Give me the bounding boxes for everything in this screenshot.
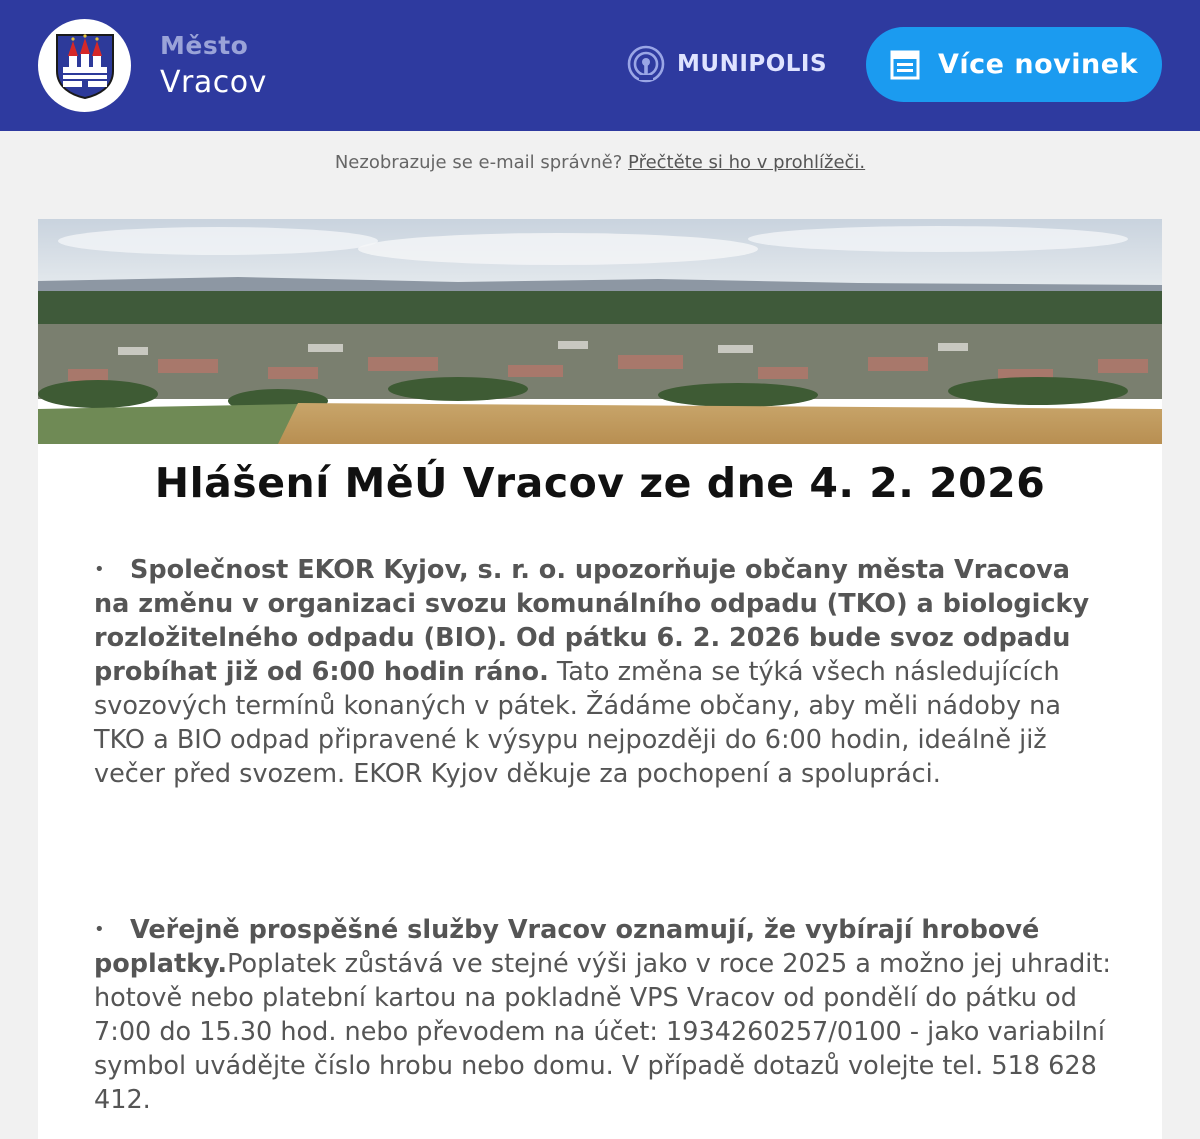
preheader bbox=[0, 152, 1200, 173]
preheader-text: Nezobrazuje se e-mail správně? bbox=[334, 152, 623, 173]
news-item bbox=[94, 913, 1114, 1117]
news-item-body: Tato změna se týká všech následujících svozových termínů konaných v pátek. Žádáme občany, aby měli nádoby na TKO a BIO odpad připravené k výsypu nejpozději do 6:00 hodin, ideálně již večer před svozem. EKOR Kyjov děkuje za pochopení a spolupráci. bbox=[94, 657, 1061, 789]
more-news-button[interactable] bbox=[866, 27, 1162, 102]
article-card bbox=[38, 219, 1162, 1139]
munipolis-brand[interactable] bbox=[627, 45, 827, 83]
bullet: • bbox=[94, 559, 105, 580]
coat-of-arms-icon bbox=[55, 33, 115, 99]
city-name: Vracov bbox=[160, 65, 267, 100]
city-prefix: Město bbox=[160, 31, 249, 60]
article-title: Hlášení MěÚ Vracov ze dne 4. 2. 2026 bbox=[154, 459, 1046, 507]
news-item-lead: Veřejně prospěšné služby Vracov oznamují, že vybírají hrobové poplatky. bbox=[94, 915, 1040, 979]
bullet: • bbox=[94, 919, 105, 940]
hero-photo-town-panorama bbox=[38, 219, 1162, 444]
munipolis-label: MUNIPOLIS bbox=[677, 51, 828, 77]
email-header bbox=[0, 0, 1200, 131]
city-logo[interactable] bbox=[38, 19, 131, 112]
view-in-browser-link[interactable]: Přečtěte si ho v prohlížeči. bbox=[628, 152, 866, 173]
news-item-body: Poplatek zůstává ve stejné výši jako v roce 2025 a možno jej uhradit: hotově nebo platební kartou na pokladně VPS Vracov od pondělí do pátku od 7:00 do 15.30 hod. nebo převodem na účet: 1934260257/0100 - jako variabilní symbol uvádějte číslo hrobu nebo domu. V případě dotazů volejte tel. 518 628 412. bbox=[94, 949, 1111, 1115]
news-item bbox=[94, 553, 1114, 791]
more-news-label: Více novinek bbox=[938, 49, 1138, 80]
newspaper-icon bbox=[890, 50, 920, 80]
broadcast-icon bbox=[627, 45, 665, 83]
news-item-lead: Společnost EKOR Kyjov, s. r. o. upozorňuje občany města Vracova na změnu v organizaci svozu komunálního odpadu (TKO) a biologicky rozložitelného odpadu (BIO). Od pátku 6. 2. 2026 bude svoz odpadu probíhat již od 6:00 hodin ráno. bbox=[94, 555, 1090, 687]
